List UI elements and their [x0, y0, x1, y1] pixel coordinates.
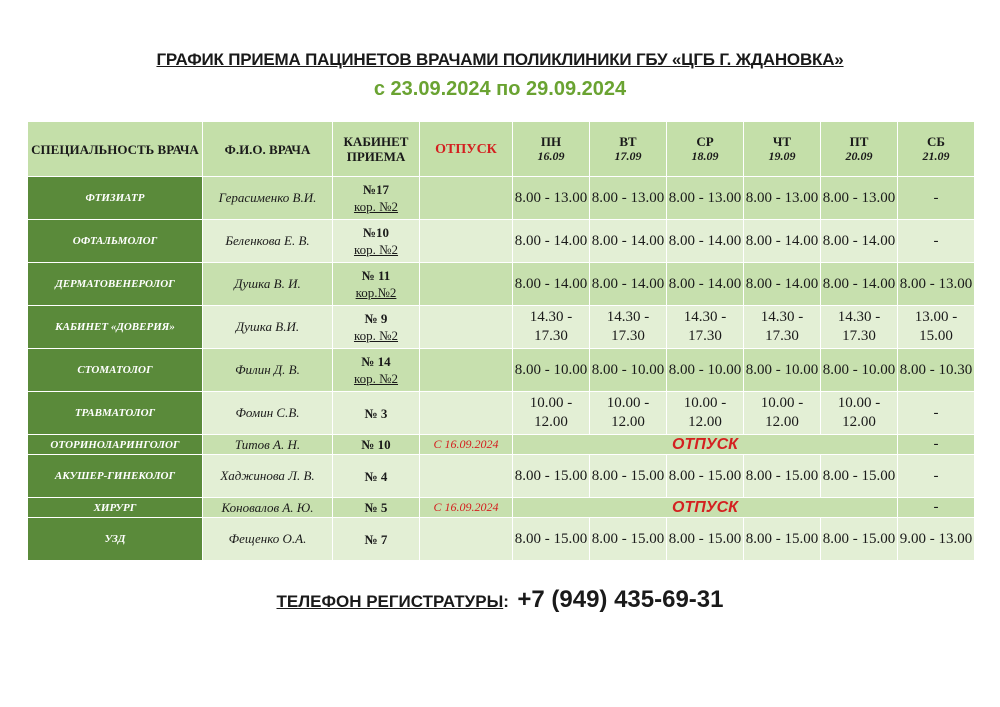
- table-row: [28, 263, 975, 306]
- time-cell: 8.00 - 15.00: [513, 455, 590, 498]
- doctor-cell: Герасименко В.И.: [203, 177, 333, 220]
- time-cell: 8.00 - 14.00: [513, 263, 590, 306]
- cabinet-cell: № 11 кор.№2: [333, 263, 420, 306]
- table-row: [28, 498, 975, 518]
- time-cell: 8.00 - 14.00: [590, 220, 667, 263]
- vacation-cell: [420, 306, 513, 349]
- header-specialty: СПЕЦИАЛЬНОСТЬ ВРАЧА: [28, 122, 203, 177]
- time-cell: 8.00 - 10.00: [513, 349, 590, 392]
- header-day: ПТ 20.09: [821, 122, 898, 177]
- table-row: [28, 306, 975, 349]
- specialty-cell: ОФТАЛЬМОЛОГ: [28, 220, 203, 263]
- page-title: ГРАФИК ПРИЕМА ПАЦИНЕТОВ ВРАЧАМИ ПОЛИКЛИНИКИ ГБУ «ЦГБ Г. ЖДАНОВКА»: [156, 50, 844, 69]
- specialty-cell: УЗД: [28, 518, 203, 561]
- time-cell: -: [898, 220, 975, 263]
- vacation-cell: [420, 349, 513, 392]
- cabinet-cell: № 7: [333, 518, 420, 561]
- doctor-cell: Хаджинова Л. В.: [203, 455, 333, 498]
- time-cell: 8.00 - 14.00: [744, 263, 821, 306]
- phone-separator: :: [503, 592, 509, 611]
- doctor-cell: Душка В. И.: [203, 263, 333, 306]
- time-cell: 8.00 - 14.00: [744, 220, 821, 263]
- time-cell: 14.30 - 17.30: [821, 306, 898, 349]
- doctor-cell: Фещенко О.А.: [203, 518, 333, 561]
- vacation-cell: [420, 392, 513, 435]
- phone-label: ТЕЛЕФОН РЕГИСТРАТУРЫ: [276, 592, 504, 611]
- time-cell: 8.00 - 13.00: [898, 263, 975, 306]
- vacation-cell: С 16.09.2024: [420, 498, 513, 518]
- vacation-span-cell: ОТПУСК: [513, 498, 898, 518]
- time-cell: 8.00 - 13.00: [590, 177, 667, 220]
- time-cell: 8.00 - 15.00: [821, 518, 898, 561]
- doctor-cell: Беленкова Е. В.: [203, 220, 333, 263]
- time-cell: 8.00 - 15.00: [821, 455, 898, 498]
- vacation-cell: [420, 518, 513, 561]
- time-cell: 14.30 - 17.30: [513, 306, 590, 349]
- time-cell: 8.00 - 14.00: [667, 263, 744, 306]
- header-doctor: Ф.И.О. ВРАЧА: [203, 122, 333, 177]
- specialty-cell: ОТОРИНОЛАРИНГОЛОГ: [28, 435, 203, 455]
- time-cell: 10.00 - 12.00: [667, 392, 744, 435]
- table-row: [28, 435, 975, 455]
- cabinet-cell: № 4: [333, 455, 420, 498]
- header-day: ВТ 17.09: [590, 122, 667, 177]
- vacation-cell: С 16.09.2024: [420, 435, 513, 455]
- cabinet-cell: №10 кор. №2: [333, 220, 420, 263]
- cabinet-cell: № 3: [333, 392, 420, 435]
- table-row: [28, 392, 975, 435]
- vacation-cell: [420, 220, 513, 263]
- time-cell: 14.30 - 17.30: [744, 306, 821, 349]
- time-cell: 8.00 - 13.00: [513, 177, 590, 220]
- time-cell: 8.00 - 14.00: [590, 263, 667, 306]
- time-cell: 8.00 - 15.00: [513, 518, 590, 561]
- time-cell: 8.00 - 15.00: [667, 455, 744, 498]
- time-cell: -: [898, 435, 975, 455]
- cabinet-cell: №17 кор. №2: [333, 177, 420, 220]
- time-cell: 10.00 - 12.00: [513, 392, 590, 435]
- time-cell: 14.30 - 17.30: [667, 306, 744, 349]
- vacation-span-cell: ОТПУСК: [513, 435, 898, 455]
- vacation-cell: [420, 177, 513, 220]
- time-cell: 8.00 - 15.00: [667, 518, 744, 561]
- time-cell: 8.00 - 14.00: [667, 220, 744, 263]
- specialty-cell: ТРАВМАТОЛОГ: [28, 392, 203, 435]
- header-day: СР 18.09: [667, 122, 744, 177]
- table-row: [28, 349, 975, 392]
- specialty-cell: ХИРУРГ: [28, 498, 203, 518]
- table-row: [28, 518, 975, 561]
- time-cell: 8.00 - 10.00: [590, 349, 667, 392]
- cabinet-cell: № 9 кор. №2: [333, 306, 420, 349]
- time-cell: 10.00 - 12.00: [821, 392, 898, 435]
- cabinet-cell: № 10: [333, 435, 420, 455]
- time-cell: 8.00 - 10.30: [898, 349, 975, 392]
- time-cell: 8.00 - 10.00: [667, 349, 744, 392]
- time-cell: 8.00 - 13.00: [667, 177, 744, 220]
- table-row: [28, 177, 975, 220]
- time-cell: 8.00 - 15.00: [590, 455, 667, 498]
- doctor-cell: Филин Д. В.: [203, 349, 333, 392]
- time-cell: -: [898, 455, 975, 498]
- vacation-cell: [420, 455, 513, 498]
- time-cell: 8.00 - 13.00: [744, 177, 821, 220]
- time-cell: 8.00 - 10.00: [821, 349, 898, 392]
- table-row: [28, 455, 975, 498]
- time-cell: 9.00 - 13.00: [898, 518, 975, 561]
- cabinet-cell: № 5: [333, 498, 420, 518]
- time-cell: 8.00 - 15.00: [744, 518, 821, 561]
- header-cabinet: КАБИНЕТ ПРИЕМА: [333, 122, 420, 177]
- time-cell: 8.00 - 13.00: [821, 177, 898, 220]
- specialty-cell: ДЕРМАТОВЕНЕРОЛОГ: [28, 263, 203, 306]
- specialty-cell: АКУШЕР-ГИНЕКОЛОГ: [28, 455, 203, 498]
- schedule-table: [27, 121, 975, 561]
- vacation-cell: [420, 263, 513, 306]
- time-cell: 10.00 - 12.00: [590, 392, 667, 435]
- specialty-cell: КАБИНЕТ «ДОВЕРИЯ»: [28, 306, 203, 349]
- time-cell: 8.00 - 14.00: [821, 220, 898, 263]
- header-day: ПН 16.09: [513, 122, 590, 177]
- time-cell: 8.00 - 14.00: [513, 220, 590, 263]
- time-cell: 8.00 - 15.00: [590, 518, 667, 561]
- doctor-cell: Коновалов А. Ю.: [203, 498, 333, 518]
- header-vacation: ОТПУСК: [420, 122, 513, 177]
- time-cell: -: [898, 392, 975, 435]
- doctor-cell: Титов А. Н.: [203, 435, 333, 455]
- time-cell: 8.00 - 10.00: [744, 349, 821, 392]
- phone-number: +7 (949) 435-69-31: [517, 586, 724, 613]
- cabinet-cell: № 14 кор. №2: [333, 349, 420, 392]
- table-row: [28, 220, 975, 263]
- time-cell: 13.00 - 15.00: [898, 306, 975, 349]
- registry-phone: [0, 586, 1000, 614]
- date-range: с 23.09.2024 по 29.09.2024: [373, 78, 627, 100]
- time-cell: 14.30 - 17.30: [590, 306, 667, 349]
- time-cell: 8.00 - 15.00: [744, 455, 821, 498]
- time-cell: 8.00 - 14.00: [821, 263, 898, 306]
- header-day: ЧТ 19.09: [744, 122, 821, 177]
- doctor-cell: Душка В.И.: [203, 306, 333, 349]
- doctor-cell: Фомин С.В.: [203, 392, 333, 435]
- header-day: СБ 21.09: [898, 122, 975, 177]
- time-cell: 10.00 - 12.00: [744, 392, 821, 435]
- time-cell: -: [898, 177, 975, 220]
- time-cell: -: [898, 498, 975, 518]
- specialty-cell: ФТИЗИАТР: [28, 177, 203, 220]
- specialty-cell: СТОМАТОЛОГ: [28, 349, 203, 392]
